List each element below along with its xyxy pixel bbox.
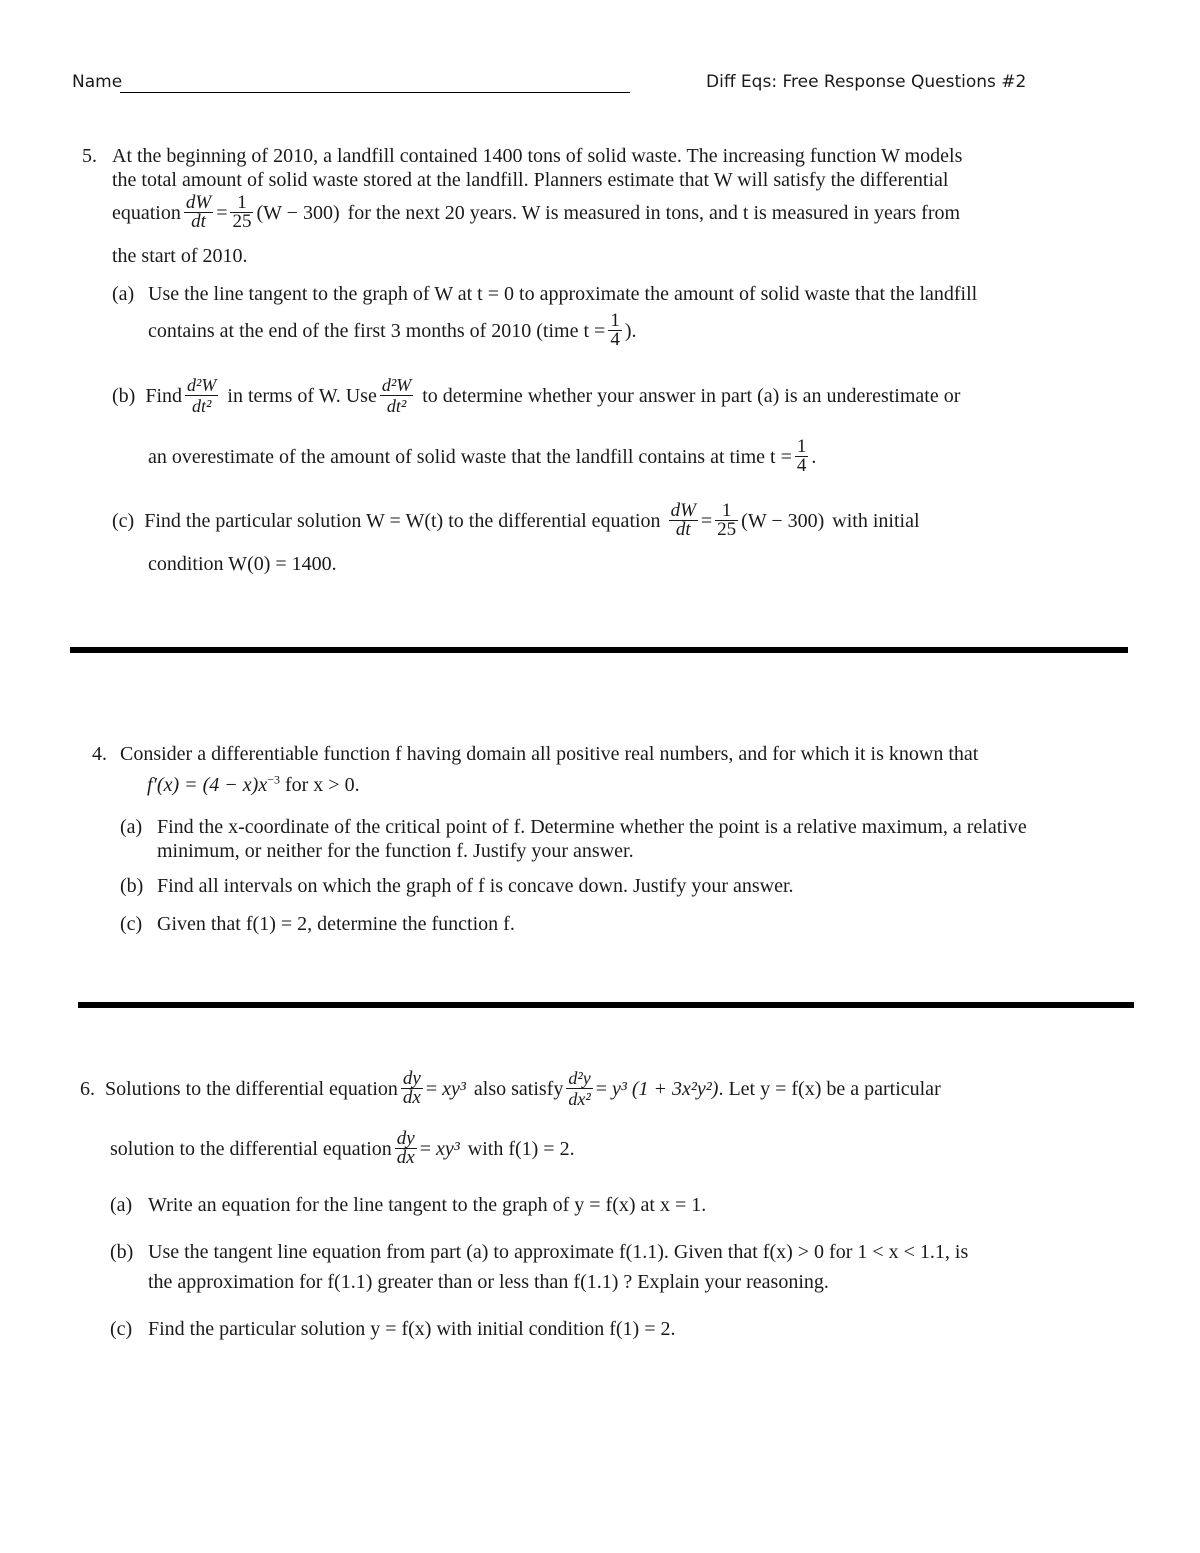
q5b-find: Find [145, 384, 183, 407]
q4b-line1: Find all intervals on which the graph of f is concave down. Justify your answer. [157, 875, 794, 897]
one-over-25 [715, 502, 738, 539]
q6-line1 [80, 1068, 941, 1109]
name-line[interactable] [120, 92, 630, 93]
q5-line3 [112, 194, 960, 231]
denominator-4: 4 [610, 329, 620, 350]
dx2: dx² [568, 1089, 591, 1109]
dt2: dt² [386, 396, 407, 416]
q4-exponent: −3 [267, 772, 280, 787]
dy-dx-fraction [401, 1070, 423, 1107]
q5c-line1-end: with initial [832, 509, 920, 532]
d2w: d²W [187, 375, 217, 395]
q5a-line2-text: contains at the end of the first 3 months of 2010 (time t = [148, 319, 606, 342]
q6-number: 6. [80, 1077, 95, 1100]
equals: = [425, 1077, 438, 1100]
denominator-25: 25 [232, 211, 252, 232]
d2w-dt2-fraction [185, 375, 218, 416]
dx: dx [402, 1087, 421, 1108]
q5b-line1 [112, 375, 960, 416]
dx: dx [396, 1147, 415, 1168]
dt: dt [675, 519, 691, 540]
q5b-line2-text: an overestimate of the amount of solid waste that the landfill contains at time t = [148, 445, 792, 468]
w-minus-300: (W − 300) [256, 201, 340, 224]
dw-dt-fraction [184, 194, 213, 231]
q6c-label: (c) [110, 1318, 133, 1340]
q6-line1-mid: also satisfy [473, 1077, 564, 1100]
q6c-line1: Find the particular solution y = f(x) with initial condition f(1) = 2. [148, 1318, 676, 1340]
denominator-25: 25 [717, 519, 737, 540]
q6-line2-pre: solution to the differential equation [110, 1137, 392, 1160]
q6-line2-end: with f(1) = 2. [467, 1137, 575, 1160]
q5c-label: (c) [112, 509, 135, 532]
xy-cubed: xy³ [442, 1077, 466, 1100]
q5c-line2: condition W(0) = 1400. [148, 553, 337, 575]
one-quarter [608, 312, 622, 349]
q6a-line1: Write an equation for the line tangent to the graph of y = f(x) at x = 1. [148, 1194, 707, 1216]
q4a-line2: minimum, or neither for the function f. Justify your answer. [157, 840, 634, 862]
one-over-25 [230, 194, 253, 231]
q6-line2 [110, 1130, 575, 1167]
q5-line1: At the beginning of 2010, a landfill contained 1400 tons of solid waste. The increasing function W models [112, 145, 963, 167]
q5b-line2 [148, 438, 816, 475]
q4-number: 4. [92, 743, 107, 765]
close-paren: ). [624, 319, 637, 342]
dw: dW [185, 192, 212, 213]
numerator-1: 1 [230, 194, 253, 213]
period: . [811, 445, 817, 468]
q5-line3-pre: equation [112, 201, 181, 224]
q6b-line2: the approximation for f(1.1) greater than or less than f(1.1) ? Explain your reasoning. [148, 1271, 829, 1293]
q5b-mid: in terms of W. Use [227, 384, 377, 407]
w-minus-300: (W − 300) [741, 509, 825, 532]
numerator-1: 1 [796, 436, 807, 457]
q5c-line1 [112, 502, 920, 539]
y-cubed-expression: y³ (1 + 3x²y²) [612, 1077, 719, 1100]
equals: = [419, 1137, 432, 1160]
q5-line2: the total amount of solid waste stored at the landfill. Planners estimate that W will satisfy the differential [112, 169, 949, 191]
d2w: d²W [381, 375, 412, 395]
q5b-label: (b) [112, 384, 136, 407]
dw-dt-fraction [669, 502, 698, 539]
numerator-1: 1 [715, 502, 738, 521]
one-quarter [795, 438, 809, 475]
q5-line3-post: for the next 20 years. W is measured in tons, and t is measured in years from [347, 201, 961, 224]
q4a-label: (a) [120, 816, 143, 838]
q4-fprime: f′(x) = (4 − x)x [147, 774, 268, 796]
xy-cubed: xy³ [436, 1137, 460, 1160]
equals: = [216, 201, 228, 224]
q5a-line1: Use the line tangent to the graph of W at t = 0 to approximate the amount of solid waste that the landfill [148, 283, 978, 305]
section-divider [70, 647, 1128, 653]
dy-dx-fraction [395, 1130, 417, 1167]
name-label: Name [72, 72, 123, 92]
q4-line2 [147, 773, 360, 797]
q4a-line1: Find the x-coordinate of the critical point of f. Determine whether the point is a relative maximum, a relative [157, 816, 1027, 838]
q6a-label: (a) [110, 1194, 133, 1216]
q6-line1-end: . Let y = f(x) be a particular [718, 1077, 941, 1100]
q4c-label: (c) [120, 913, 143, 935]
dt2: dt² [192, 396, 212, 416]
q4-line1: Consider a differentiable function f having domain all positive real numbers, and for which it is known that [120, 743, 979, 765]
equals: = [595, 1077, 607, 1100]
dy: dy [402, 1068, 421, 1089]
d2y: d²y [568, 1068, 591, 1088]
q6-line1-pre: Solutions to the differential equation [105, 1077, 398, 1100]
q4c-line1: Given that f(1) = 2, determine the function f. [157, 913, 515, 935]
dt: dt [191, 211, 206, 232]
q6b-label: (b) [110, 1241, 134, 1263]
q4-line2-end: for x > 0. [279, 774, 360, 796]
q5b-end: to determine whether your answer in part (a) is an underestimate or [422, 384, 961, 407]
numerator-1: 1 [610, 310, 620, 331]
dy: dy [396, 1128, 415, 1149]
equals: = [700, 509, 713, 532]
q5-number: 5. [82, 145, 97, 167]
q4b-label: (b) [120, 875, 144, 897]
section-divider [78, 1002, 1134, 1008]
q5-line4: the start of 2010. [112, 245, 248, 267]
worksheet-title: Diff Eqs: Free Response Questions #2 [706, 72, 1027, 92]
dw: dW [670, 500, 696, 521]
d2w-dt2-fraction-2 [380, 375, 413, 416]
q5a-line2 [148, 312, 636, 349]
q5c-line1-text: Find the particular solution W = W(t) to the differential equation [144, 509, 661, 532]
q6b-line1: Use the tangent line equation from part (a) to approximate f(1.1). Given that f(x) > 0 for 1 < x < 1.1, is [148, 1241, 969, 1263]
q5a-label: (a) [112, 283, 135, 305]
denominator-4: 4 [796, 455, 807, 476]
d2y-dx2-fraction [566, 1068, 592, 1109]
